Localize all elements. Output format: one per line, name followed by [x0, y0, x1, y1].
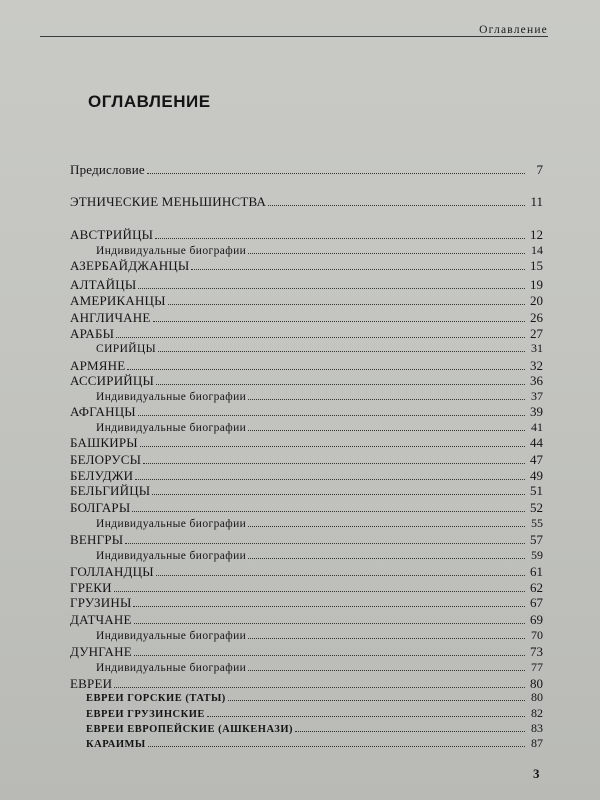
toc-entry-page: 15 — [530, 258, 543, 273]
dot-leader — [153, 311, 526, 322]
dot-leader — [147, 163, 525, 174]
toc-entry-page: 80 — [530, 676, 543, 691]
dot-leader — [132, 501, 525, 512]
toc-entry-label: АССИРИЙЦЫ — [70, 373, 155, 388]
dot-leader — [138, 405, 525, 416]
dot-leader — [248, 420, 525, 431]
running-head-text: Оглавление — [479, 24, 548, 36]
toc-entry-page: 70 — [531, 628, 543, 642]
toc-entry-label: БОЛГАРЫ — [70, 500, 131, 515]
toc-entry-page: 55 — [531, 516, 543, 530]
toc-entry — [70, 452, 543, 468]
toc-entry — [86, 690, 543, 705]
toc-entry-label: БЕЛУДЖИ — [70, 468, 134, 483]
toc-entry-label: АМЕРИКАНЦЫ — [70, 293, 166, 308]
dot-leader — [134, 645, 525, 656]
dot-leader — [148, 736, 525, 747]
toc-entry-label: ДАТЧАНЕ — [70, 612, 132, 627]
dot-leader — [125, 533, 525, 544]
toc-entry — [70, 500, 543, 516]
toc-entry-page: 87 — [531, 736, 543, 750]
dot-leader — [248, 516, 525, 527]
dot-leader — [248, 548, 525, 559]
dot-leader — [114, 581, 525, 592]
toc-entry — [86, 736, 543, 751]
toc-entry-label: Индивидуальные биографии — [96, 422, 247, 434]
toc-entry — [96, 628, 543, 643]
toc-entry-label: ГРУЗИНЫ — [70, 595, 132, 610]
dot-leader — [248, 243, 525, 254]
toc-entry-page: 14 — [531, 243, 543, 257]
toc-entry — [96, 341, 543, 356]
dot-leader — [207, 706, 525, 717]
toc-entry-page: 12 — [530, 227, 543, 242]
dot-leader — [191, 259, 525, 270]
toc-entry-page: 80 — [531, 690, 543, 704]
toc-entry-page: 59 — [531, 548, 543, 562]
toc-entry-label: БАШКИРЫ — [70, 435, 138, 450]
toc-entry-label: ЕВРЕИ ГОРСКИЕ (ТАТЫ) — [86, 693, 226, 704]
toc-entry-label: Индивидуальные биографии — [96, 245, 247, 257]
toc-entry-label: Предисловие — [70, 162, 145, 177]
dot-leader — [138, 278, 525, 289]
toc-entry-page: 69 — [530, 612, 543, 627]
dot-leader — [295, 721, 525, 732]
toc-entry — [70, 227, 543, 243]
dot-leader — [140, 436, 525, 447]
dot-leader — [268, 195, 525, 206]
toc-entry-label: АРАБЫ — [70, 326, 115, 341]
toc-entry — [96, 243, 543, 258]
toc-entry-label: ЭТНИЧЕСКИЕ МЕНЬШИНСТВА — [70, 194, 267, 209]
toc-entry-label: АЗЕРБАЙДЖАНЦЫ — [70, 258, 190, 273]
toc-entry — [70, 404, 543, 420]
toc-entry — [70, 310, 543, 326]
dot-leader — [143, 453, 525, 464]
toc-entry-page: 61 — [530, 564, 543, 579]
toc-entry — [96, 420, 543, 435]
toc-entry-page: 57 — [530, 532, 543, 547]
toc-entry-label: КАРАИМЫ — [86, 739, 146, 750]
dot-leader — [156, 565, 525, 576]
toc-entry-label: АВСТРИЙЦЫ — [70, 227, 154, 242]
toc-entry-page: 51 — [530, 483, 543, 498]
toc-entry-label: Индивидуальные биографии — [96, 550, 247, 562]
toc-entry-label: БЕЛОРУСЫ — [70, 452, 142, 467]
toc-entry-label: ЕВРЕИ ГРУЗИНСКИЕ — [86, 709, 205, 720]
toc-entry — [70, 468, 543, 484]
dot-leader — [114, 677, 525, 688]
page-number: 3 — [533, 766, 540, 781]
toc-entry — [70, 358, 543, 374]
toc-entry — [96, 660, 543, 675]
dot-leader — [248, 628, 525, 639]
toc-entry — [70, 162, 543, 178]
toc-entry-page: 39 — [530, 404, 543, 419]
toc-entry-page: 31 — [531, 341, 543, 355]
toc-entry-page: 41 — [531, 420, 543, 434]
toc-entry-page: 83 — [531, 721, 543, 735]
toc-entry — [70, 293, 543, 309]
toc-entry — [96, 516, 543, 531]
page-title: ОГЛАВЛЕНИЕ — [88, 92, 211, 111]
toc-entry — [70, 644, 543, 660]
dot-leader — [248, 660, 525, 671]
dot-leader — [158, 341, 525, 352]
dot-leader — [116, 327, 525, 338]
toc-entry-page: 26 — [530, 310, 543, 325]
toc-entry — [86, 706, 543, 721]
toc-entry — [70, 612, 543, 628]
toc-entry-label: ДУНГАНЕ — [70, 644, 132, 659]
toc-entry-page: 27 — [530, 326, 543, 341]
toc-entry-label: АРМЯНЕ — [70, 358, 126, 373]
toc-entry-label: Индивидуальные биографии — [96, 662, 247, 674]
toc-entry — [70, 326, 543, 342]
toc-entry-label: ЕВРЕИ ЕВРОПЕЙСКИЕ (АШКЕНАЗИ) — [86, 724, 293, 735]
toc-entry-page: 49 — [530, 468, 543, 483]
toc-entry — [70, 532, 543, 548]
toc-entry-page: 36 — [530, 373, 543, 388]
toc-entry-label: ЕВРЕИ — [70, 676, 113, 691]
toc-entry — [70, 373, 543, 389]
toc-entry-label: АФГАНЦЫ — [70, 404, 136, 419]
dot-leader — [248, 389, 525, 400]
toc-entry-page: 82 — [531, 706, 543, 720]
toc-entry-page: 11 — [530, 194, 543, 209]
toc-entry-page: 62 — [530, 580, 543, 595]
toc-entry — [70, 258, 543, 274]
toc-entry-label: Индивидуальные биографии — [96, 518, 247, 530]
toc-entry-page: 20 — [530, 293, 543, 308]
toc-entry — [70, 194, 543, 210]
toc-entry-label: ГОЛЛАНДЦЫ — [70, 564, 154, 579]
toc-entry — [70, 435, 543, 451]
dot-leader — [133, 596, 525, 607]
toc-entry — [96, 389, 543, 404]
toc-entry-page: 7 — [536, 162, 543, 177]
dot-leader — [156, 374, 525, 385]
dot-leader — [152, 484, 525, 495]
toc-entry-label: БЕЛЬГИЙЦЫ — [70, 483, 151, 498]
toc-entry-label: АЛТАЙЦЫ — [70, 277, 137, 292]
dot-leader — [134, 613, 525, 624]
toc-entry-page: 77 — [531, 660, 543, 674]
toc-entry-page: 37 — [531, 389, 543, 403]
dot-leader — [228, 690, 525, 701]
toc-entry-label: СИРИЙЦЫ — [96, 343, 157, 355]
toc-entry-label: ВЕНГРЫ — [70, 532, 124, 547]
toc-entry-label: АНГЛИЧАНЕ — [70, 310, 151, 325]
dot-leader — [155, 228, 525, 239]
toc-entry-page: 19 — [530, 277, 543, 292]
toc-entry — [70, 580, 543, 596]
dot-leader — [135, 469, 525, 480]
toc-entry-page: 44 — [530, 435, 543, 450]
toc-entry-page: 73 — [530, 644, 543, 659]
dot-leader — [127, 359, 525, 370]
toc-entry-label: Индивидуальные биографии — [96, 391, 247, 403]
toc-entry — [70, 595, 543, 611]
toc-entry — [70, 483, 543, 499]
toc-entry-page: 67 — [530, 595, 543, 610]
toc-entry — [70, 564, 543, 580]
toc-entry-page: 32 — [530, 358, 543, 373]
dot-leader — [168, 294, 525, 305]
toc-entry-label: ГРЕКИ — [70, 580, 112, 595]
toc-entry — [96, 548, 543, 563]
toc-entry — [70, 277, 543, 293]
toc-entry-page: 47 — [530, 452, 543, 467]
toc-entry-label: Индивидуальные биографии — [96, 630, 247, 642]
toc-entry-page: 52 — [530, 500, 543, 515]
toc-entry — [86, 721, 543, 736]
